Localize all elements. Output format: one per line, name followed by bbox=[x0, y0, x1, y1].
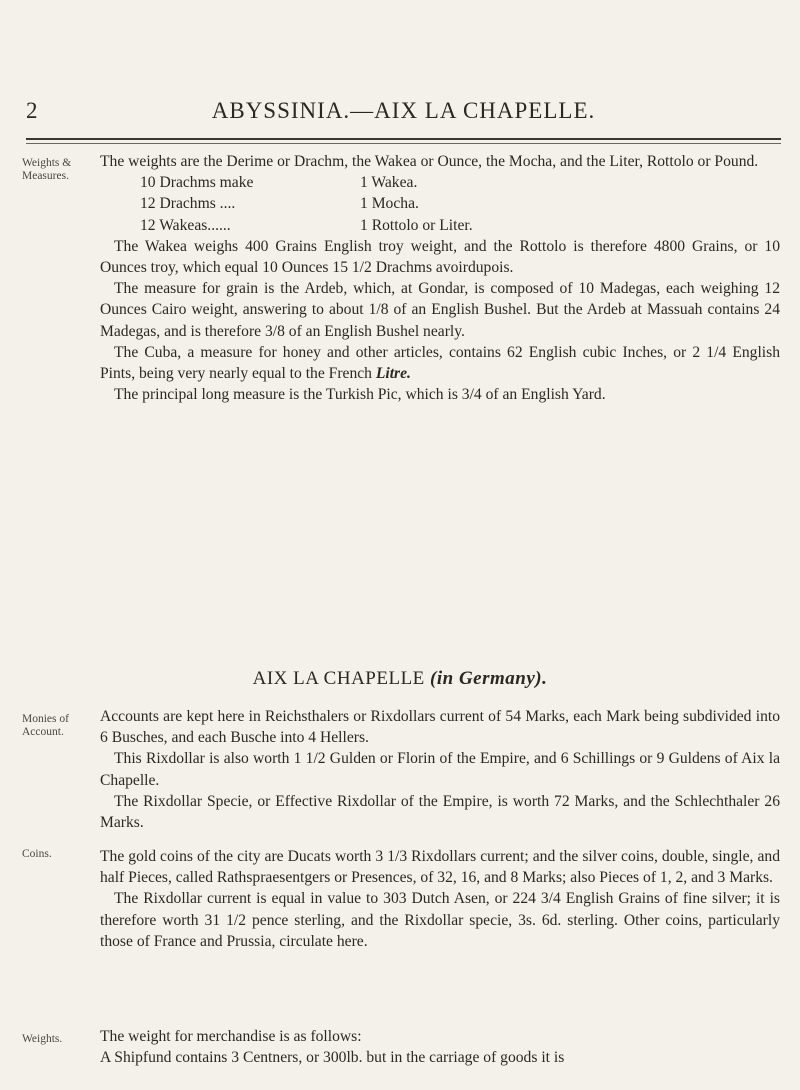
running-title: ABYSSINIA.—AIX LA CHAPELLE. bbox=[211, 98, 596, 123]
monies-paragraph-3: The Rixdollar Specie, or Effective Rixdollar of the Empire, is worth 72 Marks, and the Schlechthaler 26 Marks. bbox=[100, 792, 780, 832]
coins-section bbox=[100, 846, 780, 952]
table-row bbox=[100, 193, 780, 214]
weights-section bbox=[100, 1026, 780, 1068]
table-row bbox=[100, 215, 780, 236]
abyssinia-section bbox=[100, 151, 780, 405]
weights-paragraph-1: The weight for merchandise is as follows: bbox=[100, 1028, 362, 1045]
section-heading-aix bbox=[0, 668, 800, 690]
table-left: 10 Drachms make bbox=[140, 174, 254, 192]
monies-paragraph-1: Accounts are kept here in Reichsthalers or Rixdollars current of 54 Marks, each Mark being subdivided into 6 Busches, and each Busche into 4 Hellers. bbox=[100, 708, 780, 747]
abyssinia-intro: The weights are the Derime or Drachm, the Wakea or Ounce, the Mocha, and the Liter, Rottolo or Pound. bbox=[100, 153, 759, 170]
coins-paragraph-1: The gold coins of the city are Ducats worth 3 1/3 Rixdollars current; and the silver coins, double, single, and half Pieces, called Rathspraesentgers or Presences, of 32, 16, and 8 Marks; also Pieces of 1, 2, and 3 Marks. bbox=[100, 848, 780, 887]
page-number: 2 bbox=[26, 98, 38, 123]
cuba-text: The Cuba, a measure for honey and other articles, contains 62 English cubic Inches, or 2 1/4 English Pints, being very nearly equal to the French bbox=[100, 343, 780, 383]
header-rule-thick bbox=[26, 138, 781, 140]
heading-sub: (in Germany). bbox=[430, 668, 548, 689]
page-header bbox=[26, 98, 781, 128]
abyssinia-pic-paragraph: The principal long measure is the Turkish Pic, which is 3/4 of an English Yard. bbox=[114, 386, 606, 404]
monies-paragraph-2: This Rixdollar is also worth 1 1/2 Gulden or Florin of the Empire, and 6 Schillings or 9 Guldens of Aix la Chapelle. bbox=[100, 750, 780, 789]
abyssinia-ardeb-paragraph: The measure for grain is the Ardeb, which, at Gondar, is composed of 10 Madegas, each weighing 12 Ounces Cairo weight, answering to about 1/8 of an English Bushel. But the Ardeb at Massuah contains 24 Madegas, and is therefore 3/8 of an English Bushel nearly. bbox=[100, 280, 780, 340]
table-left: 12 Wakeas...... bbox=[140, 216, 231, 234]
abyssinia-wakea-paragraph: The Wakea weighs 400 Grains English troy weight, and the Rottolo is therefore 4800 Grains, or 10 Ounces troy, which equal 10 Ounces 15 1/2 Drachms avoirdupois. bbox=[100, 237, 780, 277]
header-rule-thin bbox=[26, 143, 781, 144]
coins-paragraph-2: The Rixdollar current is equal in value to 303 Dutch Asen, or 224 3/4 English Grains of fine silver; it is therefore worth 31 1/2 pence sterling, and the Rixdollar specie, 3s. 6d. sterling. Other coins, particularly those of France and Prussia, circulate here. bbox=[100, 890, 780, 950]
heading-main: AIX LA CHAPELLE bbox=[252, 668, 425, 689]
margin-note-monies: Monies of Account. bbox=[22, 713, 69, 738]
table-right: 1 Rottolo or Liter. bbox=[360, 216, 473, 234]
table-right: 1 Wakea. bbox=[360, 174, 418, 192]
weights-paragraph-2: A Shipfund contains 3 Centners, or 300lb. but in the carriage of goods it is bbox=[100, 1049, 565, 1067]
table-right: 1 Mocha. bbox=[360, 195, 419, 213]
margin-note-coins: Coins. bbox=[22, 848, 52, 860]
margin-note-weights-measures: Weights & Measures. bbox=[22, 157, 72, 182]
margin-note-weights: Weights. bbox=[22, 1033, 63, 1045]
table-row bbox=[100, 172, 780, 193]
abyssinia-cuba-paragraph bbox=[100, 342, 780, 384]
monies-section bbox=[100, 706, 780, 833]
litre-word: Litre. bbox=[375, 365, 411, 383]
table-left: 12 Drachms .... bbox=[140, 195, 236, 213]
